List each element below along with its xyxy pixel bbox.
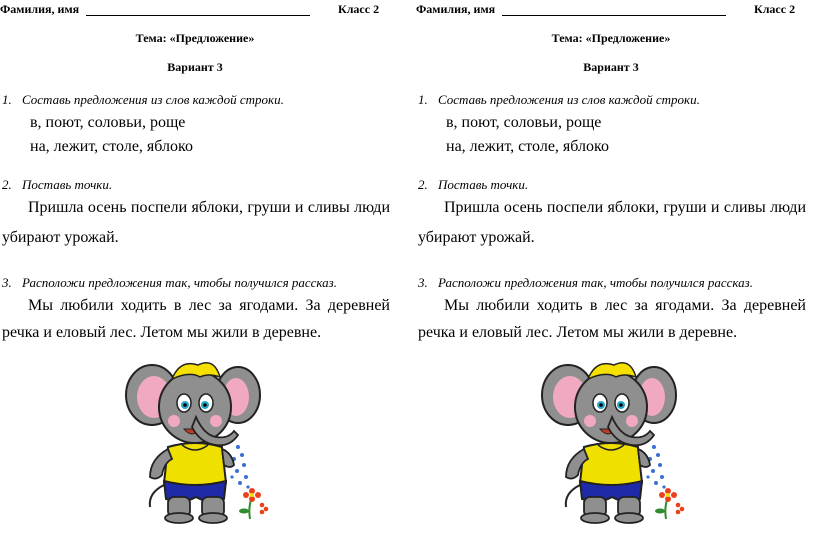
task-2-text-line-1: Пришла осень поспели яблоки, груши и сливы люди — [28, 199, 390, 216]
task-1-instruction — [2, 92, 284, 108]
task-3-text-line-1: Мы любили ходить в лес за ягодами. За деревней — [444, 297, 806, 314]
task-text: Поставь точки. — [438, 177, 529, 192]
elephant-watering-flower-icon — [120, 355, 270, 525]
task-1-words-line-2: на, лежит, столе, яблоко — [30, 138, 193, 155]
task-number: 1. — [2, 92, 12, 107]
task-2-text-line-1: Пришла осень поспели яблоки, груши и сливы люди — [444, 199, 806, 216]
variant-title: Вариант 3 — [167, 60, 223, 74]
task-3-instruction — [418, 275, 753, 291]
variant-title: Вариант 3 — [583, 60, 639, 74]
task-text: Составь предложения из слов каждой строки. — [438, 92, 700, 107]
task-3-text-line-1: Мы любили ходить в лес за ягодами. За деревней — [28, 297, 390, 314]
task-1-words-line-2: на, лежит, столе, яблоко — [446, 138, 609, 155]
name-label: Фамилия, имя — [0, 2, 80, 16]
name-label: Фамилия, имя — [416, 2, 496, 16]
task-2-instruction — [418, 177, 528, 193]
task-text: Расположи предложения так, чтобы получился рассказ. — [22, 275, 337, 290]
task-text: Расположи предложения так, чтобы получился рассказ. — [438, 275, 753, 290]
task-number: 2. — [2, 177, 12, 192]
task-1-words-line-1: в, поют, соловьи, роще — [30, 114, 186, 131]
task-text: Поставь точки. — [22, 177, 113, 192]
name-blank-line[interactable] — [86, 15, 310, 16]
name-blank-line[interactable] — [502, 15, 726, 16]
theme-title: Тема: «Предложение» — [551, 31, 671, 45]
task-2-text-line-2: убирают урожай. — [418, 229, 535, 246]
class-label: Класс 2 — [338, 2, 380, 16]
task-text: Составь предложения из слов каждой строки. — [22, 92, 284, 107]
task-1-words-line-1: в, поют, соловьи, роще — [446, 114, 602, 131]
task-1-instruction — [418, 92, 700, 108]
header — [0, 2, 400, 18]
task-3-text-line-2: речка и еловый лес. Летом мы жили в деревне. — [2, 324, 322, 341]
elephant-watering-flower-icon — [536, 355, 686, 525]
task-2-instruction — [2, 177, 112, 193]
task-number: 3. — [2, 275, 12, 290]
task-2-text-line-2: убирают урожай. — [2, 229, 119, 246]
task-number: 3. — [418, 275, 428, 290]
task-3-text-line-2: речка и еловый лес. Летом мы жили в деревне. — [418, 324, 738, 341]
task-number: 2. — [418, 177, 428, 192]
worksheet-left — [0, 0, 400, 556]
theme-title: Тема: «Предложение» — [135, 31, 255, 45]
class-label: Класс 2 — [754, 2, 796, 16]
worksheet-right — [416, 0, 816, 556]
task-number: 1. — [418, 92, 428, 107]
header — [416, 2, 816, 18]
task-3-instruction — [2, 275, 337, 291]
